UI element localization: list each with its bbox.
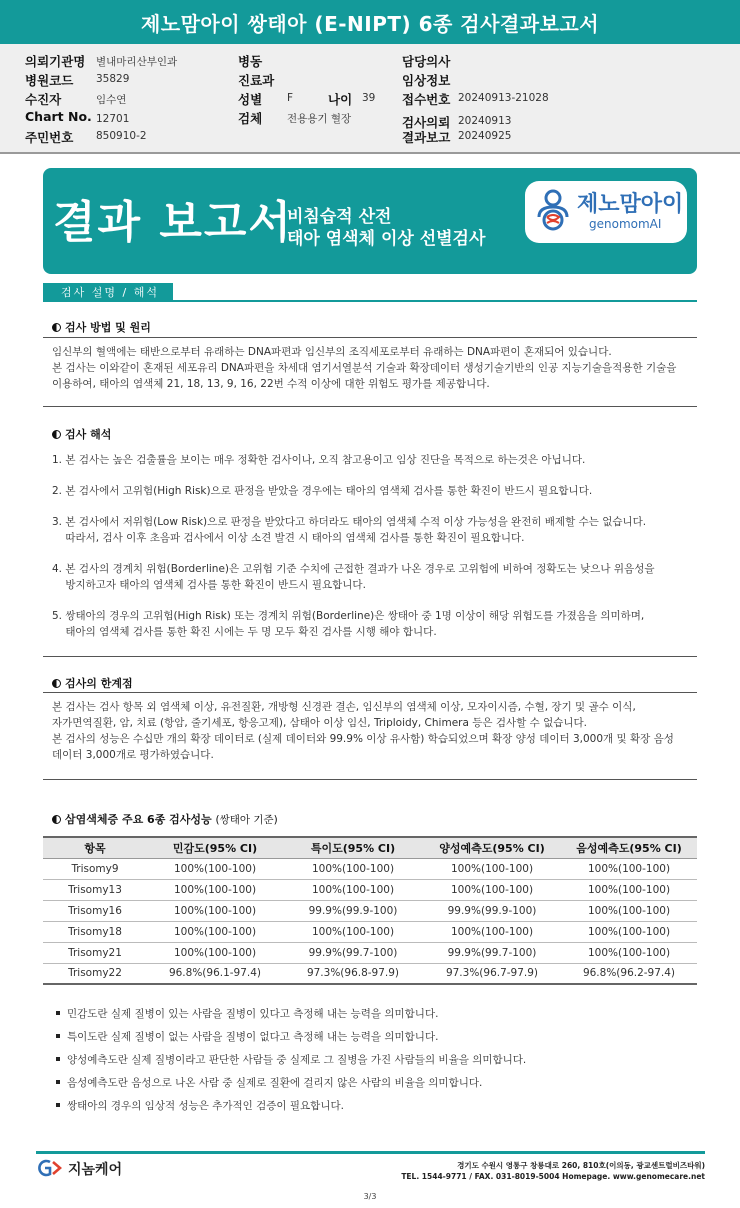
col-header: 양성예측도(95% CI) [423, 837, 561, 858]
table-cell: 100%(100-100) [147, 900, 283, 921]
interpretation-heading: 검사 해석 [52, 426, 111, 442]
requester-label: 의뢰기관명 [25, 54, 86, 69]
performance-heading: 삼염색체증 주요 6종 검사성능 (쌍태아 기준) [52, 811, 278, 827]
clinical-info-label: 임상정보 [402, 73, 451, 88]
half-circle-bullet-icon [52, 323, 61, 332]
logo-subtext: genomomAI [589, 217, 662, 231]
hospital-code-value: 35829 [96, 73, 130, 85]
interpretation-item-cont: 따라서, 검사 이후 초음파 검사에서 이상 소견 발견 시 태아의 염색체 검사를 통한 확진이 필요합니다. [52, 532, 525, 544]
performance-heading-note: (쌍태아 기준) [215, 814, 278, 826]
specimen-label: 검체 [238, 111, 263, 126]
table-cell: 97.3%(96.7-97.9) [423, 963, 561, 984]
banner-subtitle-2: 태아 염색체 이상 선별검사 [287, 229, 486, 249]
recipient-value: 임수연 [96, 94, 127, 106]
footer-brand: 지놈케어 [68, 1162, 123, 1178]
method-line: 임신부의 혈액에는 태반으로부터 유래하는 DNA파편과 임신부의 조직세포로부터 유래하는 DNA파편이 혼재되어 있습니다. [52, 346, 612, 358]
reception-value: 20240913-21028 [458, 92, 549, 104]
col-header: 민감도(95% CI) [147, 837, 283, 858]
interpretation-item: 4. 본 검사의 경계치 위험(Borderline)은 고위험 기준 수치에 근접한 결과가 나온 경우로 고위험에 비하여 정확도는 낮으나 위음성을 [52, 563, 655, 575]
divider [43, 406, 697, 407]
age-value: 39 [362, 92, 376, 104]
table-cell: 100%(100-100) [283, 879, 423, 900]
section-tab-underline [43, 300, 697, 302]
chart-no-value: 12701 [96, 113, 130, 125]
table-cell: 100%(100-100) [561, 900, 697, 921]
divider [43, 656, 697, 657]
table-row [43, 858, 697, 879]
page-number: 3/3 [363, 1192, 377, 1201]
genomom-logo [525, 181, 687, 243]
divider [43, 337, 697, 338]
doctor-label: 담당의사 [402, 54, 451, 69]
table-row [43, 942, 697, 963]
requester-value: 별내마리산부인과 [96, 56, 178, 68]
table-cell: 100%(100-100) [423, 879, 561, 900]
genomom-mother-icon [531, 187, 575, 237]
interpretation-item: 3. 본 검사에서 저위험(Low Risk)으로 판정을 받았다고 하더라도 태아의 염색체 수적 이상 가능성을 완전히 배제할 수는 없습니다. [52, 516, 647, 528]
bullet-icon [56, 1103, 60, 1107]
report-date-value: 20240925 [458, 130, 512, 142]
col-header: 특이도(95% CI) [283, 837, 423, 858]
result-report-banner [43, 168, 697, 274]
table-cell: Trisomy18 [43, 921, 147, 942]
interpretation-item: 1. 본 검사는 높은 검출률을 보이는 매우 정확한 검사이나, 오직 참고용이고 임상 진단을 목적으로 하는것은 아닙니다. [52, 454, 586, 466]
bullet-icon [56, 1011, 60, 1015]
bullet-icon [56, 1034, 60, 1038]
limits-heading: 검사의 한계점 [52, 675, 133, 691]
note-item: 양성예측도란 실제 질병이라고 판단한 사람들 중 실제로 그 질병을 가진 사람들의 비율을 의미합니다. [56, 1052, 526, 1067]
table-cell: 97.3%(96.8-97.9) [283, 963, 423, 984]
report-date-label: 결과보고 [402, 130, 451, 145]
note-item: 음성예측도란 음성으로 나온 사람 중 실제로 질환에 걸리지 않은 사람의 비율을 의미합니다. [56, 1075, 482, 1090]
note-item: 특이도란 실제 질병이 없는 사람을 질병이 없다고 측정해 내는 능력을 의미합니다. [56, 1029, 438, 1044]
table-cell: 100%(100-100) [283, 921, 423, 942]
table-row [43, 963, 697, 984]
rrn-label: 주민번호 [25, 130, 74, 145]
table-row [43, 921, 697, 942]
interpretation-item-cont: 태아의 염색체 검사를 통한 확진 시에는 두 명 모두 확진 검사를 시행 해야 합니다. [52, 626, 437, 638]
bullet-icon [56, 1080, 60, 1084]
table-cell: 100%(100-100) [423, 858, 561, 879]
footer-address: 경기도 수원시 영통구 창룡대로 260, 810호(이의동, 광교센트럴비즈타워) [457, 1161, 705, 1170]
banner-title: 결과 보고서 [53, 197, 293, 248]
table-cell: 99.9%(99.7-100) [283, 942, 423, 963]
banner-subtitle-1: 비침습적 산전 [287, 207, 392, 227]
dept-label: 진료과 [238, 73, 275, 88]
report-title: 제노맘아이 쌍태아 (E-NIPT) 6종 검사결과보고서 [0, 0, 740, 44]
table-cell: Trisomy22 [43, 963, 147, 984]
method-line: 본 검사는 이와같이 혼재된 세포유리 DNA파편을 차세대 염기서열분석 기술과 확장데이터 생성기술기반의 인공 지능기술을적용한 기술을 [52, 362, 677, 374]
table-cell: Trisomy21 [43, 942, 147, 963]
rrn-value: 850910-2 [96, 130, 147, 142]
method-line: 이용하여, 태아의 염색체 21, 18, 13, 9, 16, 22번 수적 이상에 대한 위험도 평가를 제공합니다. [52, 378, 490, 390]
bullet-icon [56, 1057, 60, 1061]
divider [43, 779, 697, 780]
interpretation-item: 2. 본 검사에서 고위험(High Risk)으로 판정을 받았을 경우에는 태아의 염색체 검사를 통한 확진이 반드시 필요합니다. [52, 485, 593, 497]
limits-line: 자가면역질환, 암, 치료 (항암, 줄기세포, 항응고제), 삼태아 이상 임신, Triploidy, Chimera 등은 검사할 수 없습니다. [52, 717, 588, 729]
method-heading: 검사 방법 및 원리 [52, 319, 151, 335]
table-cell: 96.8%(96.2-97.4) [561, 963, 697, 984]
sex-label: 성별 [238, 92, 263, 107]
table-cell: Trisomy13 [43, 879, 147, 900]
table-cell: 100%(100-100) [147, 921, 283, 942]
limits-line: 본 검사의 성능은 수십만 개의 확장 데이터로 (실제 데이터와 99.9% 이상 유사함) 학습되었으며 확장 양성 데이터 3,000개 및 확장 음성 [52, 733, 674, 745]
table-cell: 99.9%(99.7-100) [423, 942, 561, 963]
table-cell: Trisomy9 [43, 858, 147, 879]
hospital-code-label: 병원코드 [25, 73, 74, 88]
table-cell: 99.9%(99.9-100) [283, 900, 423, 921]
half-circle-bullet-icon [52, 679, 61, 688]
table-cell: 100%(100-100) [283, 858, 423, 879]
limits-line: 본 검사는 검사 항목 외 염색체 이상, 유전질환, 개방형 신경관 결손, 임신부의 염색체 이상, 모자이시즘, 수혈, 장기 및 골수 이식, [52, 701, 636, 713]
interpretation-item: 5. 쌍태아의 경우의 고위험(High Risk) 또는 경계치 위험(Borderline)은 쌍태아 중 1명 이상이 해당 위험도를 가졌음을 의미하며, [52, 610, 645, 622]
request-date-label: 검사의뢰 [402, 115, 451, 130]
patient-info-panel [0, 44, 740, 154]
table-cell: 100%(100-100) [147, 879, 283, 900]
table-cell: 100%(100-100) [561, 879, 697, 900]
performance-table [43, 836, 697, 985]
footer-divider [36, 1151, 705, 1154]
footer-contact: TEL. 1544-9771 / FAX. 031-8019-5004 Homepage. www.genomecare.net [401, 1172, 705, 1181]
specimen-value: 전용용기 혈장 [287, 113, 352, 125]
divider [43, 692, 697, 693]
interpretation-item-cont: 방지하고자 태아의 염색체 검사를 통한 확진이 반드시 필요합니다. [52, 579, 366, 591]
table-cell: 99.9%(99.9-100) [423, 900, 561, 921]
table-cell: 100%(100-100) [561, 858, 697, 879]
note-item: 쌍태아의 경우의 임상적 성능은 추가적인 검증이 필요합니다. [56, 1098, 344, 1113]
genomecare-logo-icon [36, 1158, 68, 1178]
reception-label: 접수번호 [402, 92, 451, 107]
recipient-label: 수진자 [25, 92, 62, 107]
table-cell: 96.8%(96.1-97.4) [147, 963, 283, 984]
table-cell: 100%(100-100) [561, 942, 697, 963]
col-header: 음성예측도(95% CI) [561, 837, 697, 858]
table-row [43, 900, 697, 921]
col-header: 항목 [43, 837, 147, 858]
table-cell: 100%(100-100) [147, 942, 283, 963]
table-cell: 100%(100-100) [423, 921, 561, 942]
sex-value: F [287, 92, 294, 104]
table-cell: 100%(100-100) [147, 858, 283, 879]
table-cell: Trisomy16 [43, 900, 147, 921]
age-label: 나이 [328, 92, 353, 107]
half-circle-bullet-icon [52, 430, 61, 439]
chart-no-label: Chart No. [25, 109, 92, 124]
limits-line: 데이터 3,000개로 평가하였습니다. [52, 749, 214, 761]
table-cell: 100%(100-100) [561, 921, 697, 942]
half-circle-bullet-icon [52, 815, 61, 824]
table-row [43, 879, 697, 900]
ward-label: 병동 [238, 54, 263, 69]
logo-wordmark: 제노맘아이 [577, 192, 684, 217]
note-item: 민감도란 실제 질병이 있는 사람을 질병이 있다고 측정해 내는 능력을 의미합니다. [56, 1006, 438, 1021]
request-date-value: 20240913 [458, 115, 512, 127]
section-tab-explanation: 검사 설명 / 해석 [43, 283, 173, 301]
